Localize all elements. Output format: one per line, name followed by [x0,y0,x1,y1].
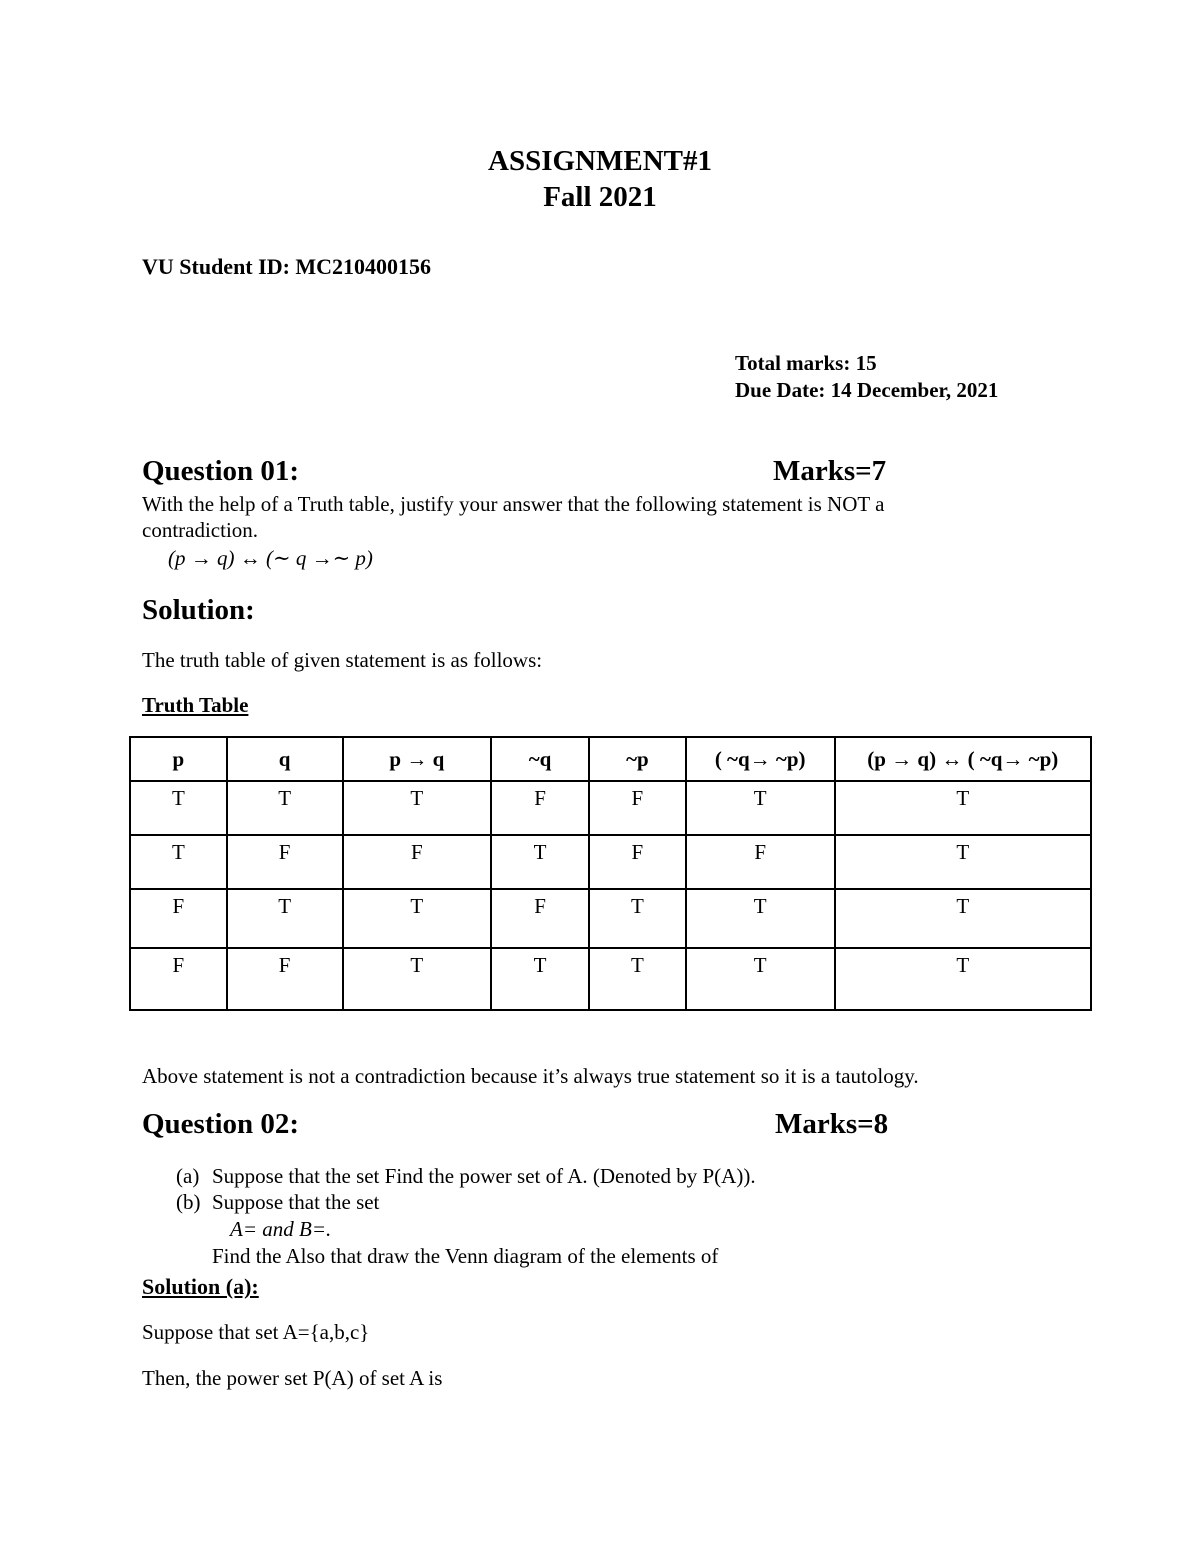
table-row [130,781,1091,835]
table-cell: T [491,948,589,1010]
table-header-cell: q [227,737,343,781]
question-01-prompt-line2: contradiction. [142,518,259,542]
table-cell: T [130,835,227,889]
item-b-label: (b) [176,1190,201,1214]
item-a-text: Suppose that the set Find the power set of A. (Denoted by P(A)). [212,1164,756,1188]
item-b-find: Find the Also that draw the Venn diagram of the elements of [212,1244,719,1268]
table-header-cell: ( ~q→ ~p) [686,737,835,781]
table-cell: T [343,948,492,1010]
total-marks: Total marks: 15 [735,351,877,375]
table-cell: F [589,781,686,835]
table-cell: T [835,889,1091,948]
question-01-heading: Question 01: [142,455,300,487]
table-header-cell: p → q [343,737,492,781]
table-header-cell: p [130,737,227,781]
table-cell: F [130,889,227,948]
table-cell: F [343,835,492,889]
table-cell: T [686,781,835,835]
table-cell: F [589,835,686,889]
term-label: Fall 2021 [543,181,657,213]
table-row [130,948,1091,1010]
question-02-heading: Question 02: [142,1108,300,1140]
solution-conclusion: Above statement is not a contradiction because it’s always true statement so it is a tautology. [142,1064,919,1088]
table-cell: T [491,835,589,889]
table-cell: T [227,889,343,948]
table-cell: F [227,835,343,889]
table-header-cell: ~p [589,737,686,781]
solution-a-line2: Then, the power set P(A) of set A is [142,1366,443,1390]
item-b-sets: A= and B=. [230,1217,332,1241]
table-cell: F [491,889,589,948]
table-header-cell: ~q [491,737,589,781]
table-header-cell: (p → q) ↔ ( ~q→ ~p) [835,737,1091,781]
solution-a-heading: Solution (a): [142,1274,259,1299]
table-cell: T [686,948,835,1010]
table-cell: T [686,889,835,948]
table-cell: F [227,948,343,1010]
item-b-text: Suppose that the set [212,1190,380,1214]
question-01-prompt-line1: With the help of a Truth table, justify your answer that the following statement is NOT a [142,492,885,516]
table-cell: F [491,781,589,835]
truth-table-header-row [130,737,1091,781]
table-row [130,835,1091,889]
solution-intro: The truth table of given statement is as follows: [142,648,543,672]
table-cell: T [343,889,492,948]
table-cell: T [130,781,227,835]
table-cell: F [686,835,835,889]
table-cell: T [835,948,1091,1010]
solution-heading: Solution: [142,594,255,626]
table-cell: T [227,781,343,835]
question-01-marks: Marks=7 [773,455,887,487]
table-cell: T [589,889,686,948]
table-cell: T [835,835,1091,889]
solution-a-line1: Suppose that set A={a,b,c} [142,1320,370,1344]
table-cell: T [589,948,686,1010]
question-02-marks: Marks=8 [775,1108,889,1140]
question-01-formula: (p → q) ↔ (∼ q →∼ p) [168,546,373,570]
table-cell: T [835,781,1091,835]
table-row [130,889,1091,948]
truth-table-title: Truth Table [142,693,249,717]
truth-table [129,736,1092,1011]
due-date: Due Date: 14 December, 2021 [735,378,999,402]
table-cell: F [130,948,227,1010]
table-cell: T [343,781,492,835]
assignment-title: ASSIGNMENT#1 [488,145,712,177]
student-id: VU Student ID: MC210400156 [142,254,432,279]
item-a-label: (a) [176,1164,200,1188]
